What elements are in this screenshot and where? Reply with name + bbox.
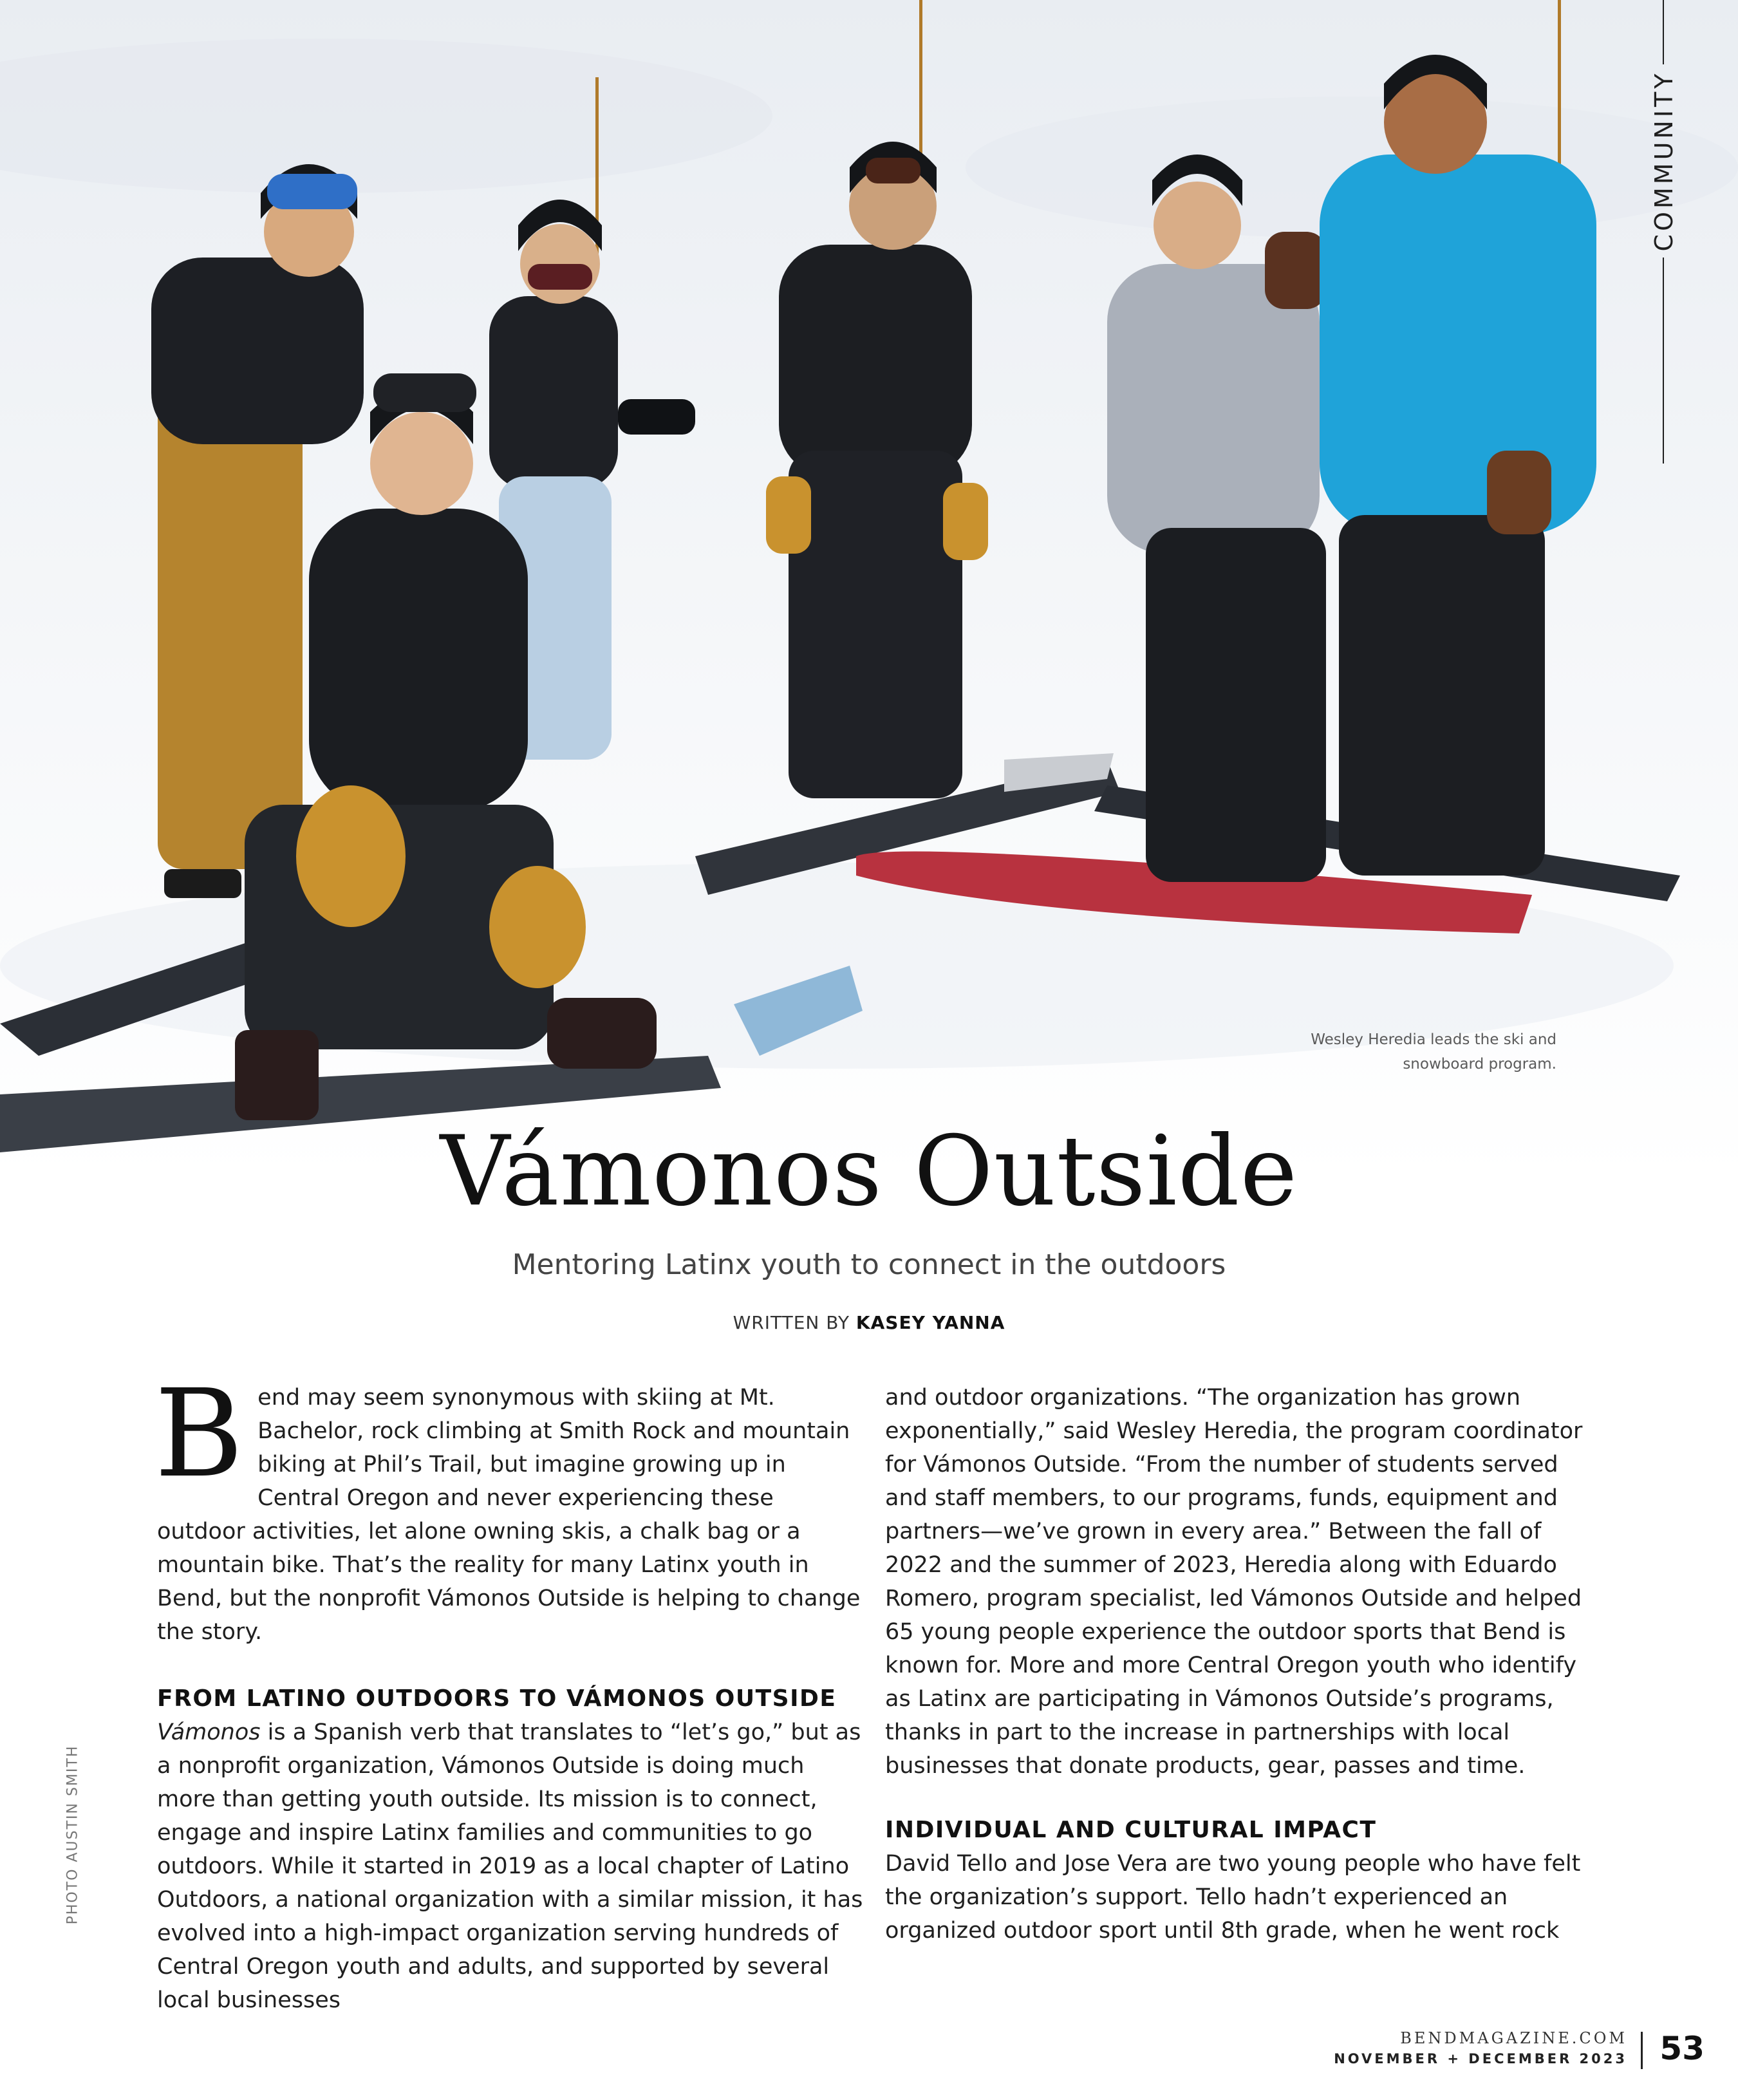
article-column-left [154,1364,865,2017]
right-paragraph: and outdoor organizations. “The organization has grown exponentially,” said Wesley Heredia, the program coordinator for Vámonos Outside. “From the number of students served and staff members, to our programs, funds, equipment and partners—we’ve grown in every area.” Between the fall of 2022 and the summer of 2023, Heredia along with Eduardo Romero, program specialist, led Vámonos Outside and helped 65 young people experience the outdoor sports that Bend is known for. More and more Central Oregon youth who identify as Latinx are participating in Vámonos Outside’s programs, thanks in part to the increase in partnerships with local businesses that donate products, gear, passes and time. [885,1385,1583,1779]
byline [0,1312,1738,1333]
section-1-paragraph [157,1716,865,2017]
section-1-italic: Vámonos [157,1720,261,1745]
article-subtitle: Mentoring Latinx youth to connect in the outdoors [512,1248,1226,1281]
section-1-text: is a Spanish verb that translates to “let’s go,” but as a nonprofit organization, Vámonos Outside is doing much more than getting youth outside. Its mission is to connect, engage and inspire Latinx families and communities to go outdoors. While it started in 2019 as a local chapter of Latino Outdoors, a national organization with a similar mission, it has evolved into a high-impact organization serving hundreds of Central Oregon youth and adults, and supported by several local businesses [157,1720,863,2013]
intro-text: end may seem synonymous with skiing at Mt. Bachelor, rock climbing at Smith Rock and mountain biking at Phil’s Trail, but imagine growing up in Central Oregon and never experiencing these outdoor activities, let alone owning skis, a chalk bag or a mountain bike. That’s the reality for many Latinx youth in Bend, but the nonprofit Vámonos Outside is helping to change the story. [157,1385,861,1645]
section-heading-2: INDIVIDUAL AND CULTURAL IMPACT [885,1817,1377,1843]
byline-prefix: WRITTEN BY [733,1312,850,1333]
section-2-paragraph: David Tello and Jose Vera are two young people who have felt the organization’s support. Tello hadn’t experienced an organized outdoor sport until 8th grade, when he went rock [885,1851,1581,1944]
footer-issue: NOVEMBER + DECEMBER 2023 [1334,2051,1627,2067]
article-title: Vámonos Outside [440,1116,1298,1228]
article-column-right [885,1381,1593,1947]
section-tab-label: COMMUNITY [1650,70,1678,252]
photo-caption: Wesley Heredia leads the ski and snowboard program. [1311,1031,1556,1073]
tab-rule-top [1663,0,1664,64]
drop-cap: B [154,1364,244,1505]
page-number: 53 [1659,2030,1705,2067]
tab-rule-bottom [1663,258,1664,464]
footer-site: BENDMAGAZINE.COM [1400,2029,1627,2047]
section-tab [1638,0,1690,464]
byline-author: KASEY YANNA [855,1312,1005,1333]
section-heading-1: FROM LATINO OUTDOORS TO VÁMONOS OUTSIDE [157,1685,837,1712]
photo-credit: PHOTO AUSTIN SMITH [64,1745,81,1925]
intro-paragraph [154,1364,865,1649]
footer-divider [1641,2032,1643,2069]
